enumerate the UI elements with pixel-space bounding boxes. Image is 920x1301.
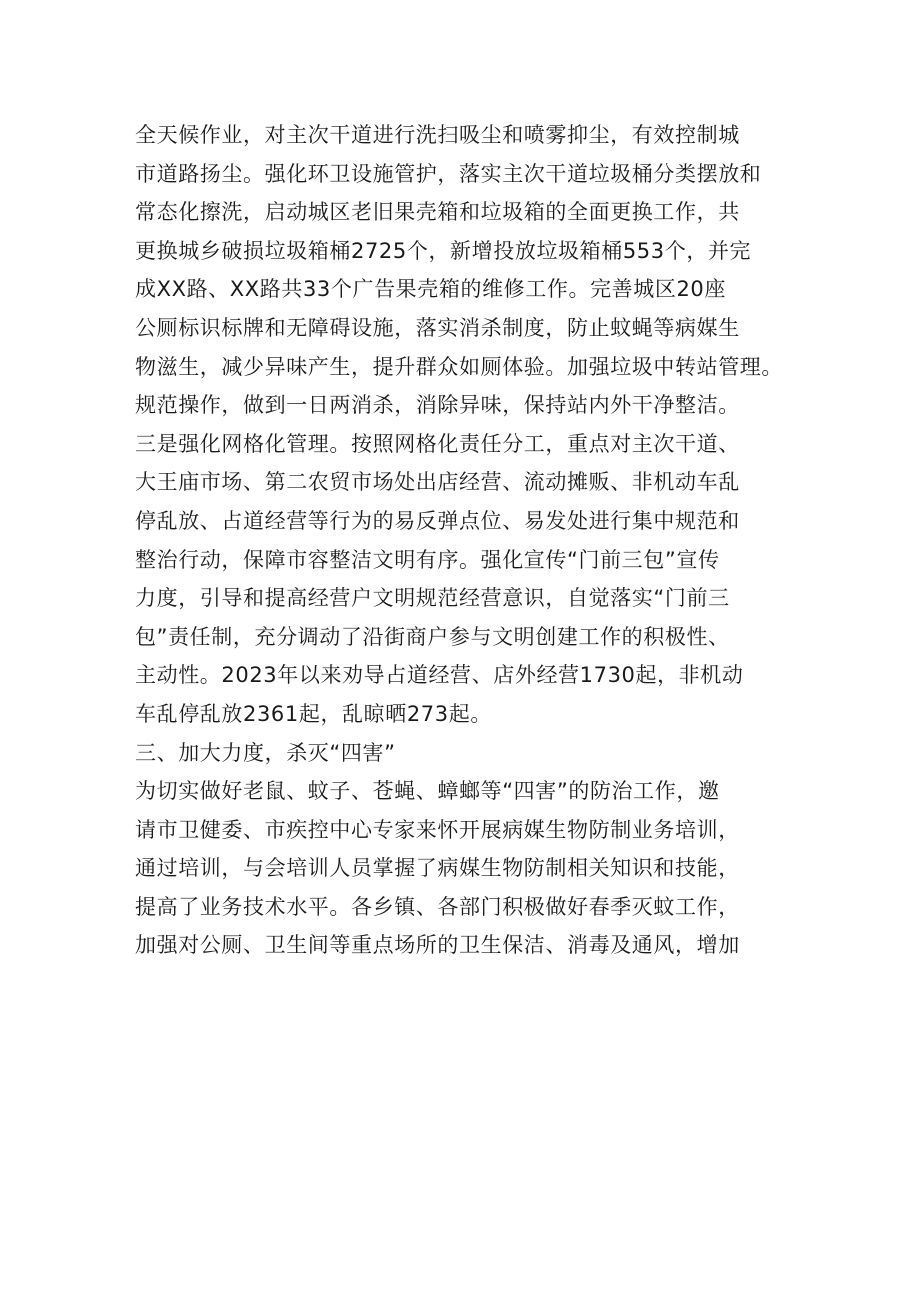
text-line-3: 常态化擦洗，启动城区老旧果壳箱和垃圾箱的全面更换工作，共 [135, 200, 740, 225]
text-line-6: 公厕标识标牌和无障碍设施，落实消杀制度，防止蚊蝇等病媒生 [135, 315, 740, 340]
text-line-16: 车乱停乱放2361起，乱晾晒273起。 [135, 701, 492, 726]
text-line-18: 为切实做好老鼠、蚊子、苍蝇、蟑螂等“四害”的防治工作，邀 [135, 779, 720, 804]
text-line-14: 包”责任制，充分调动了沿街商户参与文明创建工作的积极性、 [135, 624, 730, 649]
text-line-15: 主动性。2023年以来劝导占道经营、店外经营1730起，非机动 [135, 663, 744, 688]
text-line-20: 通过培训，与会培训人员掌握了病媒生物防制相关知识和技能， [135, 856, 740, 881]
text-line-22: 加强对公厕、卫生间等重点场所的卫生保洁、消毒及通风，增加 [135, 933, 740, 958]
text-line-2: 市道路扬尘。强化环卫设施管护，落实主次干道垃圾桶分类摆放和 [135, 161, 762, 186]
text-line-8: 规范操作，做到一日两消杀，消除异味，保持站内外干净整洁。 [135, 393, 740, 418]
text-line-7: 物滋生，减少异味产生，提升群众如厕体验。加强垃圾中转站管理。 [135, 354, 783, 379]
text-line-1: 全天候作业，对主次干道进行洗扫吸尘和喷雾抑尘，有效控制城 [135, 123, 740, 147]
section-heading: 三、加大力度，杀灭“四害” [135, 740, 396, 765]
text-line-4: 更换城乡破损垃圾箱桶2725个，新增投放垃圾箱桶553个，并完 [135, 238, 752, 263]
text-line-5: 成XX路、XX路共33个广告果壳箱的维修工作。完善城区20座 [135, 277, 726, 302]
text-line-12: 整治行动，保障市容整洁文明有序。强化宣传“门前三包”宣传 [135, 547, 720, 572]
text-line-11: 停乱放、占道经营等行为的易反弹点位、易发处进行集中规范和 [135, 508, 740, 533]
text-line-10: 大王庙市场、第二农贸市场处出店经营、流动摊贩、非机动车乱 [135, 470, 740, 495]
text-line-21: 提高了业务技术水平。各乡镇、各部门积极做好春季灭蚊工作， [135, 894, 740, 919]
text-line-13: 力度，引导和提高经营户文明规范经营意识，自觉落实“门前三 [135, 586, 730, 611]
text-line-19: 请市卫健委、市疾控中心专家来怀开展病媒生物防制业务培训， [135, 817, 740, 842]
document-body [135, 116, 795, 965]
text-line-9: 三是强化网格化管理。按照网格化责任分工，重点对主次干道、 [135, 431, 740, 456]
